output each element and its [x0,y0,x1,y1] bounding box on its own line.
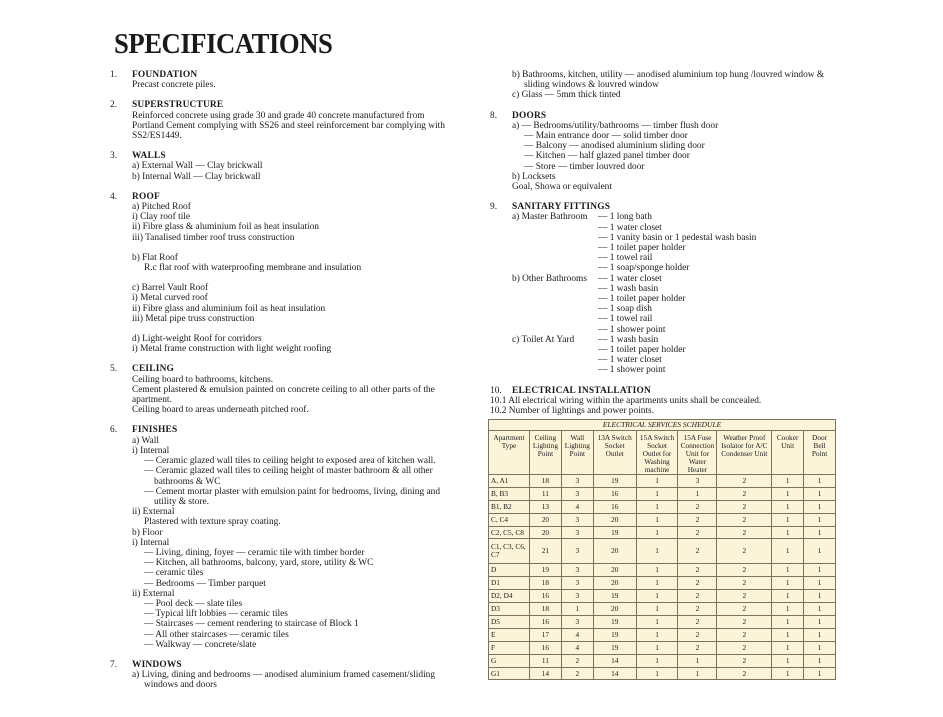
section-line: Ceiling board to bathrooms, kitchens. [132,374,274,385]
table-cell: 2 [717,500,772,513]
table-header-cell: Wall Lighting Point [561,431,593,475]
table-row [489,500,836,513]
section-windows-continued [490,70,840,101]
section-line: ii) Fibre glass & aluminium foil as heat insulation [132,222,319,233]
table-cell: 1 [678,654,717,667]
table-cell: 2 [678,616,717,629]
table-cell: 3 [561,513,593,526]
section-line: — Kitchen, all bathrooms, balcony, yard, store, utility & WC [144,558,374,569]
table-header-cell: 15A Fuse Connection Unit for Water Heater [678,431,717,475]
fitting-item: — 1 toilet paper holder [598,294,686,305]
table-cell: 20 [593,603,636,616]
table-cell: 2 [717,539,772,564]
apartment-type-cell: C1, C3, C6, C7 [489,539,530,564]
table-cell: 2 [678,539,717,564]
section-heading: WINDOWS [132,659,182,670]
fitting-item: — 1 towel rail [598,314,653,325]
apartment-type-cell: C, C4 [489,513,530,526]
section-roof [110,192,460,355]
section-line: 10.2 Number of lightings and power points. [490,406,655,417]
table-header-row [489,431,836,475]
table-cell: 2 [717,564,772,577]
apartment-type-cell: D5 [489,616,530,629]
apartment-type-cell: G1 [489,667,530,680]
table-cell: 11 [529,487,561,500]
table-cell: 1 [804,603,836,616]
table-cell: 1 [772,628,804,641]
table-cell: 1 [636,641,678,654]
section-line: — Main entrance door — solid timber door [524,131,688,142]
apartment-type-cell: F [489,641,530,654]
section-line: — Pool deck — slate tiles [144,598,243,609]
table-row [489,475,836,488]
section-line: a) Pitched Roof [132,202,191,213]
section-line: i) Internal [132,537,170,548]
table-cell: 2 [561,667,593,680]
table-caption: ELECTRICAL SERVICES SCHEDULE [489,420,836,431]
section-line: — Typical lift lobbies — ceramic tiles [144,609,288,620]
fitting-item: — 1 shower point [598,324,666,335]
page-title: SPECIFICATIONS [114,28,333,60]
section-line: iii) Tanalised timber roof truss construction [132,232,295,243]
section-heading: SUPERSTRUCTURE [132,100,224,111]
section-line: ii) External [132,507,175,518]
section-line: — ceramic tiles [144,568,204,579]
table-row [489,603,836,616]
section-line: — Store — timber louvred door [524,161,645,172]
table-cell: 3 [561,487,593,500]
section-line: — Cement mortar plaster with emulsion paint for bedrooms, living, dining and [144,486,441,497]
table-cell: 1 [636,590,678,603]
table-cell: 1 [804,628,836,641]
table-cell: 2 [717,526,772,539]
table-cell: 2 [678,628,717,641]
table-header-cell: Door Bell Point [804,431,836,475]
table-cell: 2 [678,603,717,616]
table-row [489,564,836,577]
section-number: 3. [110,151,118,162]
section-line: R.c flat roof with waterproofing membrane and insulation [144,263,362,274]
table-cell: 14 [529,667,561,680]
section-number: 6. [110,425,118,436]
table-cell: 1 [804,475,836,488]
section-line: iii) Metal pipe truss construction [132,313,255,324]
table-cell: 1 [678,667,717,680]
table-cell: 2 [717,513,772,526]
section-line: Goal, Showa or equivalent [512,182,612,193]
table-cell: 1 [636,500,678,513]
section-heading: SANITARY FITTINGS [512,202,611,213]
fitting-item: — 1 toilet paper holder [598,243,686,254]
section-line: b) Internal Wall — Clay brickwall [132,171,261,182]
section-line: ii) Fibre glass and aluminium foil as heat insulation [132,303,326,314]
left-column [110,70,460,701]
table-row [489,616,836,629]
section-ceiling [110,364,460,415]
section-line: — Ceramic glazed wall tiles to ceiling height to exposed area of kitchen wall. [144,456,436,467]
table-row [489,641,836,654]
table-cell: 1 [804,654,836,667]
apartment-type-cell: D2, D4 [489,590,530,603]
fitting-item: — 1 long bath [598,212,652,223]
section-foundation [110,70,460,90]
apartment-type-cell: B, B3 [489,487,530,500]
fitting-group-label: a) Master Bathroom [512,212,588,223]
table-row [489,513,836,526]
table-cell: 2 [678,641,717,654]
section-line: c) Glass — 5mm thick tinted [512,90,621,101]
table-cell: 19 [593,628,636,641]
table-cell: 2 [717,628,772,641]
table-cell: 1 [636,513,678,526]
table-cell: 3 [561,590,593,603]
table-cell: 1 [804,564,836,577]
fitting-item: — 1 soap dish [598,304,652,315]
section-number: 7. [110,659,118,670]
table-row [489,590,836,603]
section-windows [110,660,460,691]
section-line: — All other staircases — ceramic tiles [144,629,289,640]
apartment-type-cell: A, A1 [489,475,530,488]
section-line: — Balcony — anodised aluminium sliding door [524,141,705,152]
table-cell: 1 [636,616,678,629]
table-cell: 20 [529,513,561,526]
table-cell: 20 [593,513,636,526]
table-cell: 1 [678,487,717,500]
section-sanitary-fittings [490,202,840,375]
table-cell: 1 [804,539,836,564]
apartment-type-cell: E [489,628,530,641]
table-cell: 16 [529,590,561,603]
table-cell: 2 [717,654,772,667]
section-line: b) Floor [132,527,163,538]
table-cell: 1 [804,526,836,539]
table-cell: 2 [678,590,717,603]
table-cell: 20 [593,577,636,590]
section-line: sliding windows & louvred window [524,80,659,91]
table-cell: 19 [593,641,636,654]
table-cell: 1 [804,513,836,526]
table-cell: 1 [772,475,804,488]
section-number: 1. [110,70,118,80]
table-cell: 14 [593,667,636,680]
table-cell: 11 [529,654,561,667]
section-line: ii) External [132,588,175,599]
table-cell: 1 [636,667,678,680]
table-cell: 1 [804,577,836,590]
fitting-group-master-bathroom [512,212,840,273]
table-cell: 1 [772,513,804,526]
section-line: a) Wall [132,435,159,446]
table-cell: 1 [804,500,836,513]
table-cell: 20 [529,526,561,539]
table-cell: 2 [678,577,717,590]
table-cell: 2 [561,654,593,667]
table-cell: 2 [717,667,772,680]
table-cell: 1 [804,590,836,603]
table-cell: 1 [772,539,804,564]
table-cell: 4 [561,500,593,513]
fitting-item: — 1 water closet [598,222,662,233]
table-cell: 20 [593,564,636,577]
table-cell: 16 [593,500,636,513]
apartment-type-cell: D1 [489,577,530,590]
section-line: i) Metal curved roof [132,293,208,304]
table-cell: 19 [529,564,561,577]
table-cell: 3 [561,577,593,590]
table-row [489,526,836,539]
table-cell: 4 [561,641,593,654]
table-body [489,475,836,680]
table-cell: 1 [636,564,678,577]
table-cell: 3 [561,475,593,488]
table-cell: 1 [772,564,804,577]
table-cell: 16 [529,616,561,629]
fitting-item: — 1 water closet [598,273,662,284]
table-cell: 1 [636,654,678,667]
table-header-cell: 15A Switch Socket Outlet for Washing machine [636,431,678,475]
table-cell: 1 [772,487,804,500]
table-cell: 1 [636,475,678,488]
table-cell: 1 [636,526,678,539]
section-line: windows and doors [144,680,217,691]
section-line: Ceiling board to areas underneath pitched roof. [132,405,309,416]
apartment-type-cell: D [489,564,530,577]
section-line: — Bedrooms — Timber parquet [144,578,266,589]
section-line: i) Metal frame construction with light weight roofing [132,344,332,355]
table-cell: 2 [678,526,717,539]
section-line: SS2/ES1449. [132,131,182,142]
table-cell: 3 [561,564,593,577]
table-row [489,487,836,500]
section-line: Cement plastered & emulsion painted on concrete ceiling to all other parts of the [132,384,435,395]
section-heading: WALLS [132,151,166,162]
table-cell: 1 [636,628,678,641]
table-row [489,577,836,590]
table-cell: 3 [561,539,593,564]
section-line: c) Barrel Vault Roof [132,283,209,294]
section-line: 10.1 All electrical wiring within the apartments units shall be concealed. [490,395,762,406]
section-line: bathrooms & WC [154,476,221,487]
section-heading: FINISHES [132,425,178,436]
table-cell: 19 [593,616,636,629]
table-cell: 2 [678,500,717,513]
section-finishes [110,425,460,649]
table-header-cell: 13A Switch Socket Outlet [593,431,636,475]
table-cell: 2 [717,487,772,500]
fitting-group-toilet-at-yard [512,335,840,376]
fitting-group-label: b) Other Bathrooms [512,273,587,284]
table-header-cell: Ceiling Lighting Point [529,431,561,475]
table-row [489,539,836,564]
table-cell: 2 [678,513,717,526]
table-cell: 19 [593,590,636,603]
section-line: i) Clay roof tile [132,212,191,223]
table-cell: 2 [717,616,772,629]
section-number: 5. [110,364,118,375]
fitting-item: — 1 vanity basin or 1 pedestal wash basin [598,232,757,243]
table-cell: 2 [717,603,772,616]
table-cell: 1 [772,577,804,590]
section-line: a) Living, dining and bedrooms — anodised aluminium framed casement/sliding [132,670,436,681]
section-number: 10. [490,385,502,396]
section-number: 8. [490,110,498,121]
apartment-type-cell: D3 [489,603,530,616]
section-heading: DOORS [512,110,547,121]
section-line: — Staircases — cement rendering to staircase of Block 1 [144,619,359,630]
apartment-type-cell: G [489,654,530,667]
section-heading: ELECTRICAL INSTALLATION [512,385,651,396]
section-electrical-installation [490,386,840,417]
section-number: 9. [490,202,498,213]
table-cell: 19 [593,526,636,539]
table-cell: 16 [593,487,636,500]
section-walls [110,151,460,182]
section-line: — Walkway — concrete/slate [144,639,257,650]
table-cell: 1 [636,577,678,590]
table-cell: 1 [772,603,804,616]
table-row [489,667,836,680]
fitting-item: — 1 toilet paper holder [598,345,686,356]
table-cell: 1 [772,590,804,603]
table-row [489,654,836,667]
section-line: b) Flat Roof [132,252,178,263]
fitting-item: — 1 wash basin [598,334,659,345]
section-line: — Ceramic glazed wall tiles to ceiling height of master bathroom & all other [144,466,433,477]
section-line: — Kitchen — half glazed panel timber door [524,151,690,162]
table-cell: 17 [529,628,561,641]
apartment-type-cell: B1, B2 [489,500,530,513]
table-cell: 19 [593,475,636,488]
table-cell: 1 [772,654,804,667]
fitting-group-label: c) Toilet At Yard [512,334,575,345]
table-header-cell: Cooker Unit [772,431,804,475]
table-cell: 1 [636,603,678,616]
table-cell: 16 [529,641,561,654]
table-cell: 2 [717,641,772,654]
table-cell: 1 [561,603,593,616]
section-line: i) Internal [132,445,170,456]
fitting-group-other-bathrooms [512,274,840,335]
table-header-cell: Weather Proof Isolator for A/C Condenser Unit [717,431,772,475]
table-cell: 18 [529,475,561,488]
table-row [489,628,836,641]
section-line: a) External Wall — Clay brickwall [132,161,263,172]
section-superstructure [110,100,460,141]
fitting-item: — 1 towel rail [598,253,653,264]
section-line: b) Locksets [512,171,556,182]
table-cell: 14 [593,654,636,667]
table-cell: 21 [529,539,561,564]
table-cell: 13 [529,500,561,513]
table-cell: 1 [804,667,836,680]
section-line: a) — Bedrooms/utility/bathrooms — timber flush door [512,120,719,131]
section-heading: ROOF [132,191,160,202]
table-cell: 1 [772,616,804,629]
section-line: Portland Cement complying with SS26 and steel reinforcement bar complying with [132,120,445,131]
table-cell: 2 [717,577,772,590]
table-cell: 1 [772,641,804,654]
table-cell: 20 [593,539,636,564]
table-cell: 18 [529,577,561,590]
fitting-item: — 1 water closet [598,355,662,366]
table-cell: 1 [804,641,836,654]
table-cell: 2 [717,590,772,603]
table-cell: 18 [529,603,561,616]
section-line: — Living, dining, foyer — ceramic tile with timber border [144,547,365,558]
table-cell: 2 [717,475,772,488]
section-heading: CEILING [132,364,175,375]
table-cell: 2 [678,564,717,577]
table-cell: 4 [561,628,593,641]
fitting-item: — 1 soap/sponge holder [598,263,690,274]
fitting-item: — 1 wash basin [598,283,659,294]
table-cell: 1 [804,616,836,629]
electrical-services-schedule-table [488,419,836,680]
table-cell: 1 [804,487,836,500]
section-line: Reinforced concrete using grade 30 and grade 40 concrete manufactured from [132,110,425,121]
section-line: d) Light-weight Roof for corridors [132,334,262,345]
section-doors [490,111,840,193]
right-column [490,70,840,426]
table-header-cell: Apartment Type [489,431,530,475]
section-line: utility & store. [154,496,209,507]
table-cell: 1 [772,500,804,513]
table-cell: 1 [772,526,804,539]
section-line: Plastered with texture spray coating. [144,517,281,528]
apartment-type-cell: C2, C5, C8 [489,526,530,539]
fitting-item: — 1 shower point [598,365,666,376]
section-line: apartment. [132,395,172,406]
section-line: b) Bathrooms, kitchen, utility — anodised aluminium top hung /louvred window & [512,70,825,80]
table-cell: 3 [561,526,593,539]
table-cell: 1 [772,667,804,680]
table-cell: 3 [561,616,593,629]
section-line: Precast concrete piles. [132,80,216,91]
section-number: 4. [110,191,118,202]
table-cell: 1 [636,539,678,564]
section-number: 2. [110,100,118,111]
section-heading: FOUNDATION [132,70,198,80]
table-cell: 3 [678,475,717,488]
table-cell: 1 [636,487,678,500]
